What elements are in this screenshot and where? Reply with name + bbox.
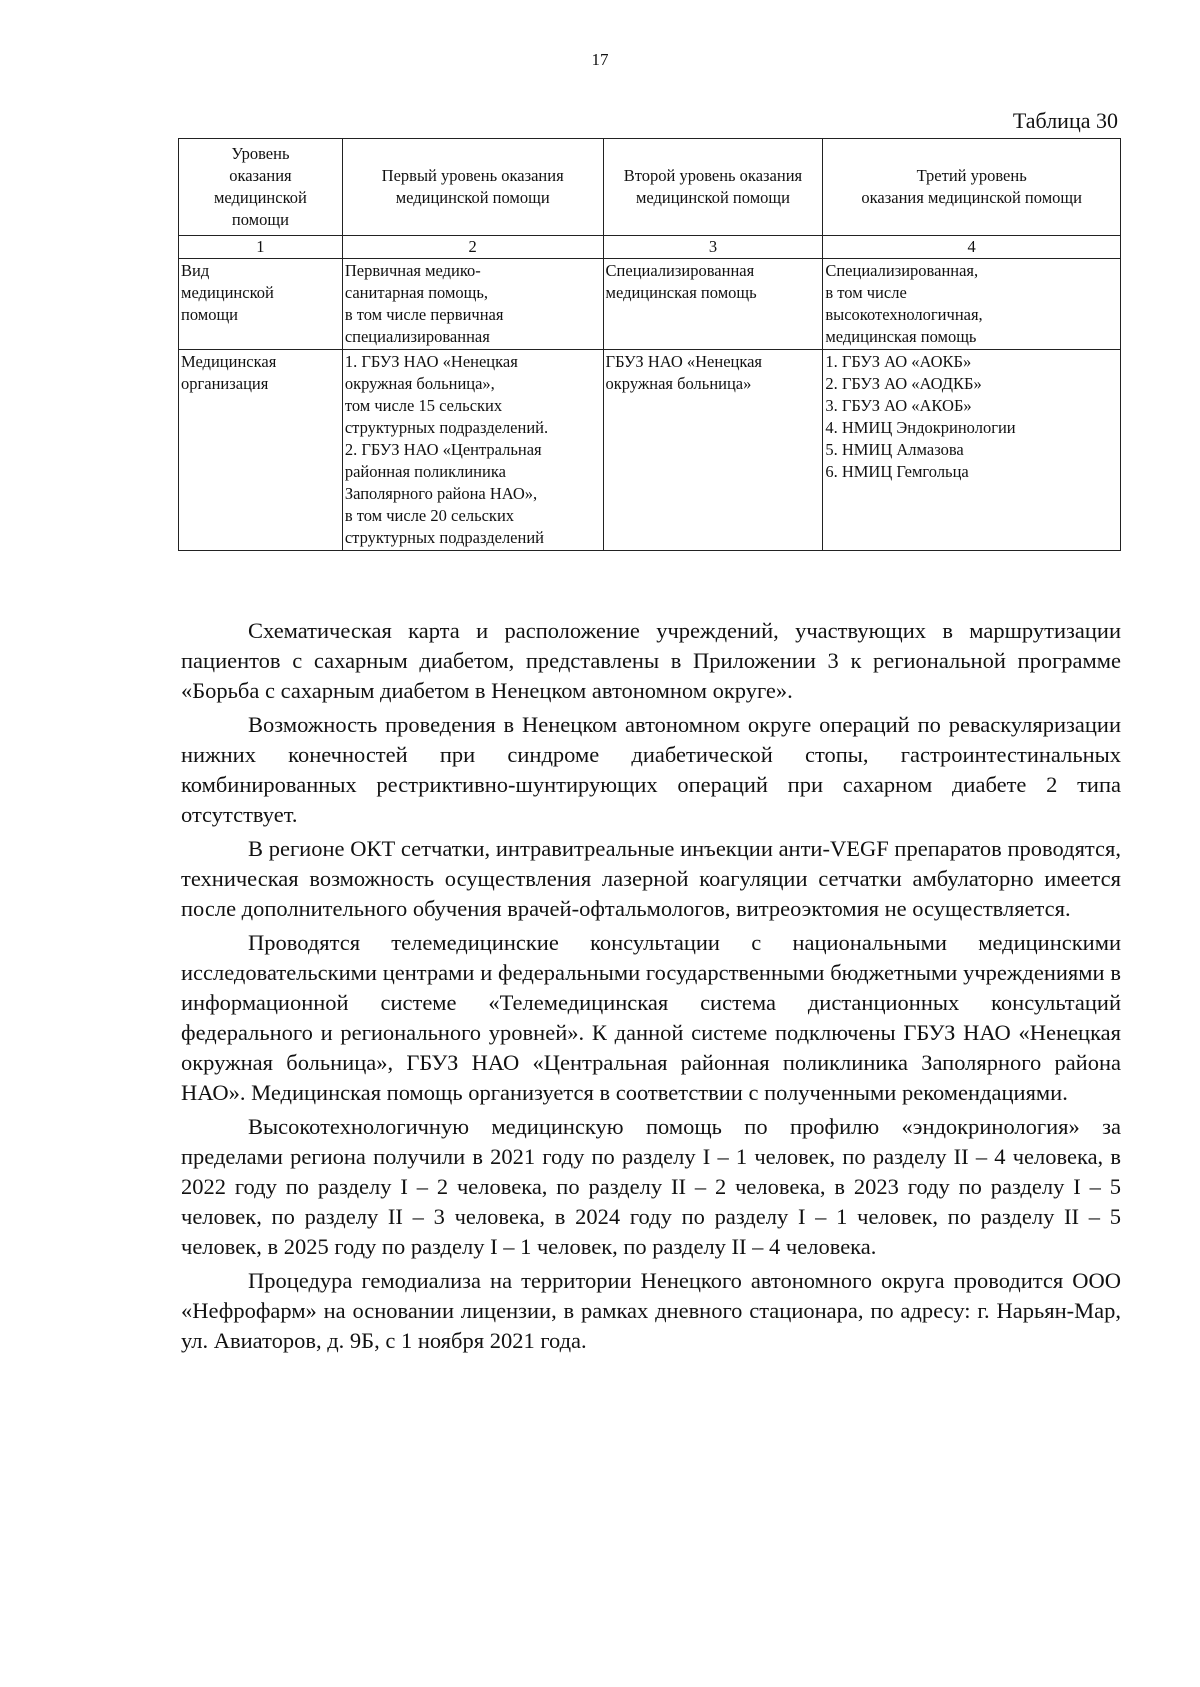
table-cell xyxy=(179,350,343,551)
header-line: медицинской помощи xyxy=(635,188,790,207)
table-caption: Таблица 30 xyxy=(1012,108,1118,133)
header-line: помощи xyxy=(231,210,289,229)
header-line: Уровень xyxy=(231,144,290,163)
table-cell xyxy=(342,350,603,551)
cell-line: в том числе xyxy=(825,283,907,302)
cell-line: помощи xyxy=(181,305,238,324)
header-cell-level xyxy=(179,139,343,236)
cell-line: структурных подразделений xyxy=(344,528,544,547)
table-cell xyxy=(342,259,603,350)
cell-line: в том числе первичная xyxy=(344,305,504,324)
cell-line: 1. ГБУЗ НАО «Ненецкая xyxy=(344,352,518,371)
header-line: медицинской xyxy=(213,188,307,207)
paragraph-map: Схематическая карта и расположение учреждений, участвующих в маршрутизации пациентов с сахарным диабетом, представлены в Приложении 3 к региональной программе «Борьба с сахарным диабетом в Ненецком автономном округе». xyxy=(181,618,1121,703)
cell-line: районная поликлиника xyxy=(344,462,506,481)
header-line: Второй уровень оказания xyxy=(623,166,803,185)
header-cell-second-level xyxy=(603,139,823,236)
cell-line: 4. НМИЦ Эндокринологии xyxy=(825,418,1016,437)
header-cell-first-level xyxy=(342,139,603,236)
cell-line: Специализированная, xyxy=(825,261,979,280)
cell-line: Заполярного района НАО», xyxy=(344,484,538,503)
cell-line: Первичная медико- xyxy=(344,261,481,280)
table-cell xyxy=(179,259,343,350)
paragraph-high-tech-care: Высокотехнологичную медицинскую помощь по профилю «эндокринология» за пределами региона получили в 2021 году по разделу I – 1 человек, по разделу II – 4 человека, в 2022 году по разделу I – 2 человека, по разделу II – 2 человека, в 2023 году по разделу I – 5 человек, по разделу II – 3 человека, в 2024 году по разделу I – 1 человек, по разделу II – 5 человек, в 2025 году по разделу I – 1 человек, по разделу II – 4 человека. xyxy=(181,1114,1121,1259)
table-column-numbers-row xyxy=(179,236,1121,259)
cell-line: структурных подразделений. xyxy=(344,418,549,437)
table-cell xyxy=(603,259,823,350)
cell-line: специализированная xyxy=(344,327,490,346)
cell-line: медицинская помощь xyxy=(825,327,977,346)
cell-line: Специализированная xyxy=(605,261,755,280)
cell-line: медицинская помощь xyxy=(605,283,757,302)
table-cell xyxy=(603,350,823,551)
cell-line: в том числе 20 сельских xyxy=(344,506,515,525)
document-body xyxy=(181,616,1121,1356)
organization-levels-table xyxy=(178,138,1121,551)
header-line: Третий уровень xyxy=(916,166,1027,185)
table-cell xyxy=(823,259,1121,350)
paragraph-telemedicine: Проводятся телемедицинские консультации с национальными медицинскими исследовательскими центрами и федеральными государственными бюджетными учреждениями в информационной системе «Телемедицинская система дистанционных консультаций федерального и регионального уровней». К данной системе подключены ГБУЗ НАО «Ненецкая окружная больница», ГБУЗ НАО «Центральная районная поликлиника Заполярного района НАО». Медицинская помощь организуется в соответствии с полученными рекомендациями. xyxy=(181,930,1121,1105)
column-number: 4 xyxy=(823,236,1121,259)
column-number: 2 xyxy=(342,236,603,259)
column-number: 3 xyxy=(603,236,823,259)
cell-line: санитарная помощь, xyxy=(344,283,489,302)
cell-line: окружная больница», xyxy=(344,374,495,393)
cell-line: 3. ГБУЗ АО «АКОБ» xyxy=(825,396,972,415)
paragraph-hemodialysis: Процедура гемодиализа на территории Ненецкого автономного округа проводится ООО «Нефрофарм» на основании лицензии, в рамках дневного стационара, по адресу: г. Нарьян-Мар, ул. Авиаторов, д. 9Б, с 1 ноября 2021 года. xyxy=(181,1268,1121,1353)
cell-line: 2. ГБУЗ АО «АОДКБ» xyxy=(825,374,982,393)
cell-line: 6. НМИЦ Гемгольца xyxy=(825,462,969,481)
cell-line: 5. НМИЦ Алмазова xyxy=(825,440,964,459)
header-line: оказания медицинской помощи xyxy=(861,188,1082,207)
page-number: 17 xyxy=(591,50,609,69)
table-cell xyxy=(823,350,1121,551)
cell-line: Медицинская xyxy=(181,352,277,371)
column-number: 1 xyxy=(179,236,343,259)
cell-line: высокотехнологичная, xyxy=(825,305,983,324)
cell-line: ГБУЗ НАО «Ненецкая xyxy=(605,352,763,371)
cell-line: организация xyxy=(181,374,269,393)
cell-line: 2. ГБУЗ НАО «Центральная xyxy=(344,440,542,459)
table-row-organization xyxy=(179,350,1121,551)
header-line: медицинской помощи xyxy=(395,188,550,207)
header-cell-third-level xyxy=(823,139,1121,236)
table-row-care-type xyxy=(179,259,1121,350)
header-line: оказания xyxy=(229,166,292,185)
paragraph-operations: Возможность проведения в Ненецком автономном округе операций по реваскуляризации нижних конечностей при синдроме диабетической стопы, гастроинтестинальных комбинированных рестриктивно-шунтирующих операций при сахарном диабете 2 типа отсутствует. xyxy=(181,712,1121,827)
cell-line: 1. ГБУЗ АО «АОКБ» xyxy=(825,352,972,371)
cell-line: медицинской xyxy=(181,283,274,302)
header-line: Первый уровень оказания xyxy=(381,166,564,185)
cell-line: том числе 15 сельских xyxy=(344,396,503,415)
cell-line: Вид xyxy=(181,261,210,280)
table-header-row xyxy=(179,139,1121,236)
cell-line: окружная больница» xyxy=(605,374,752,393)
paragraph-retina: В регионе ОКТ сетчатки, интравитреальные инъекции анти-VEGF препаратов проводятся, техническая возможность осуществления лазерной коагуляции сетчатки амбулаторно имеется после дополнительного обучения врачей-офтальмологов, витреоэктомия не осуществляется. xyxy=(181,836,1121,921)
